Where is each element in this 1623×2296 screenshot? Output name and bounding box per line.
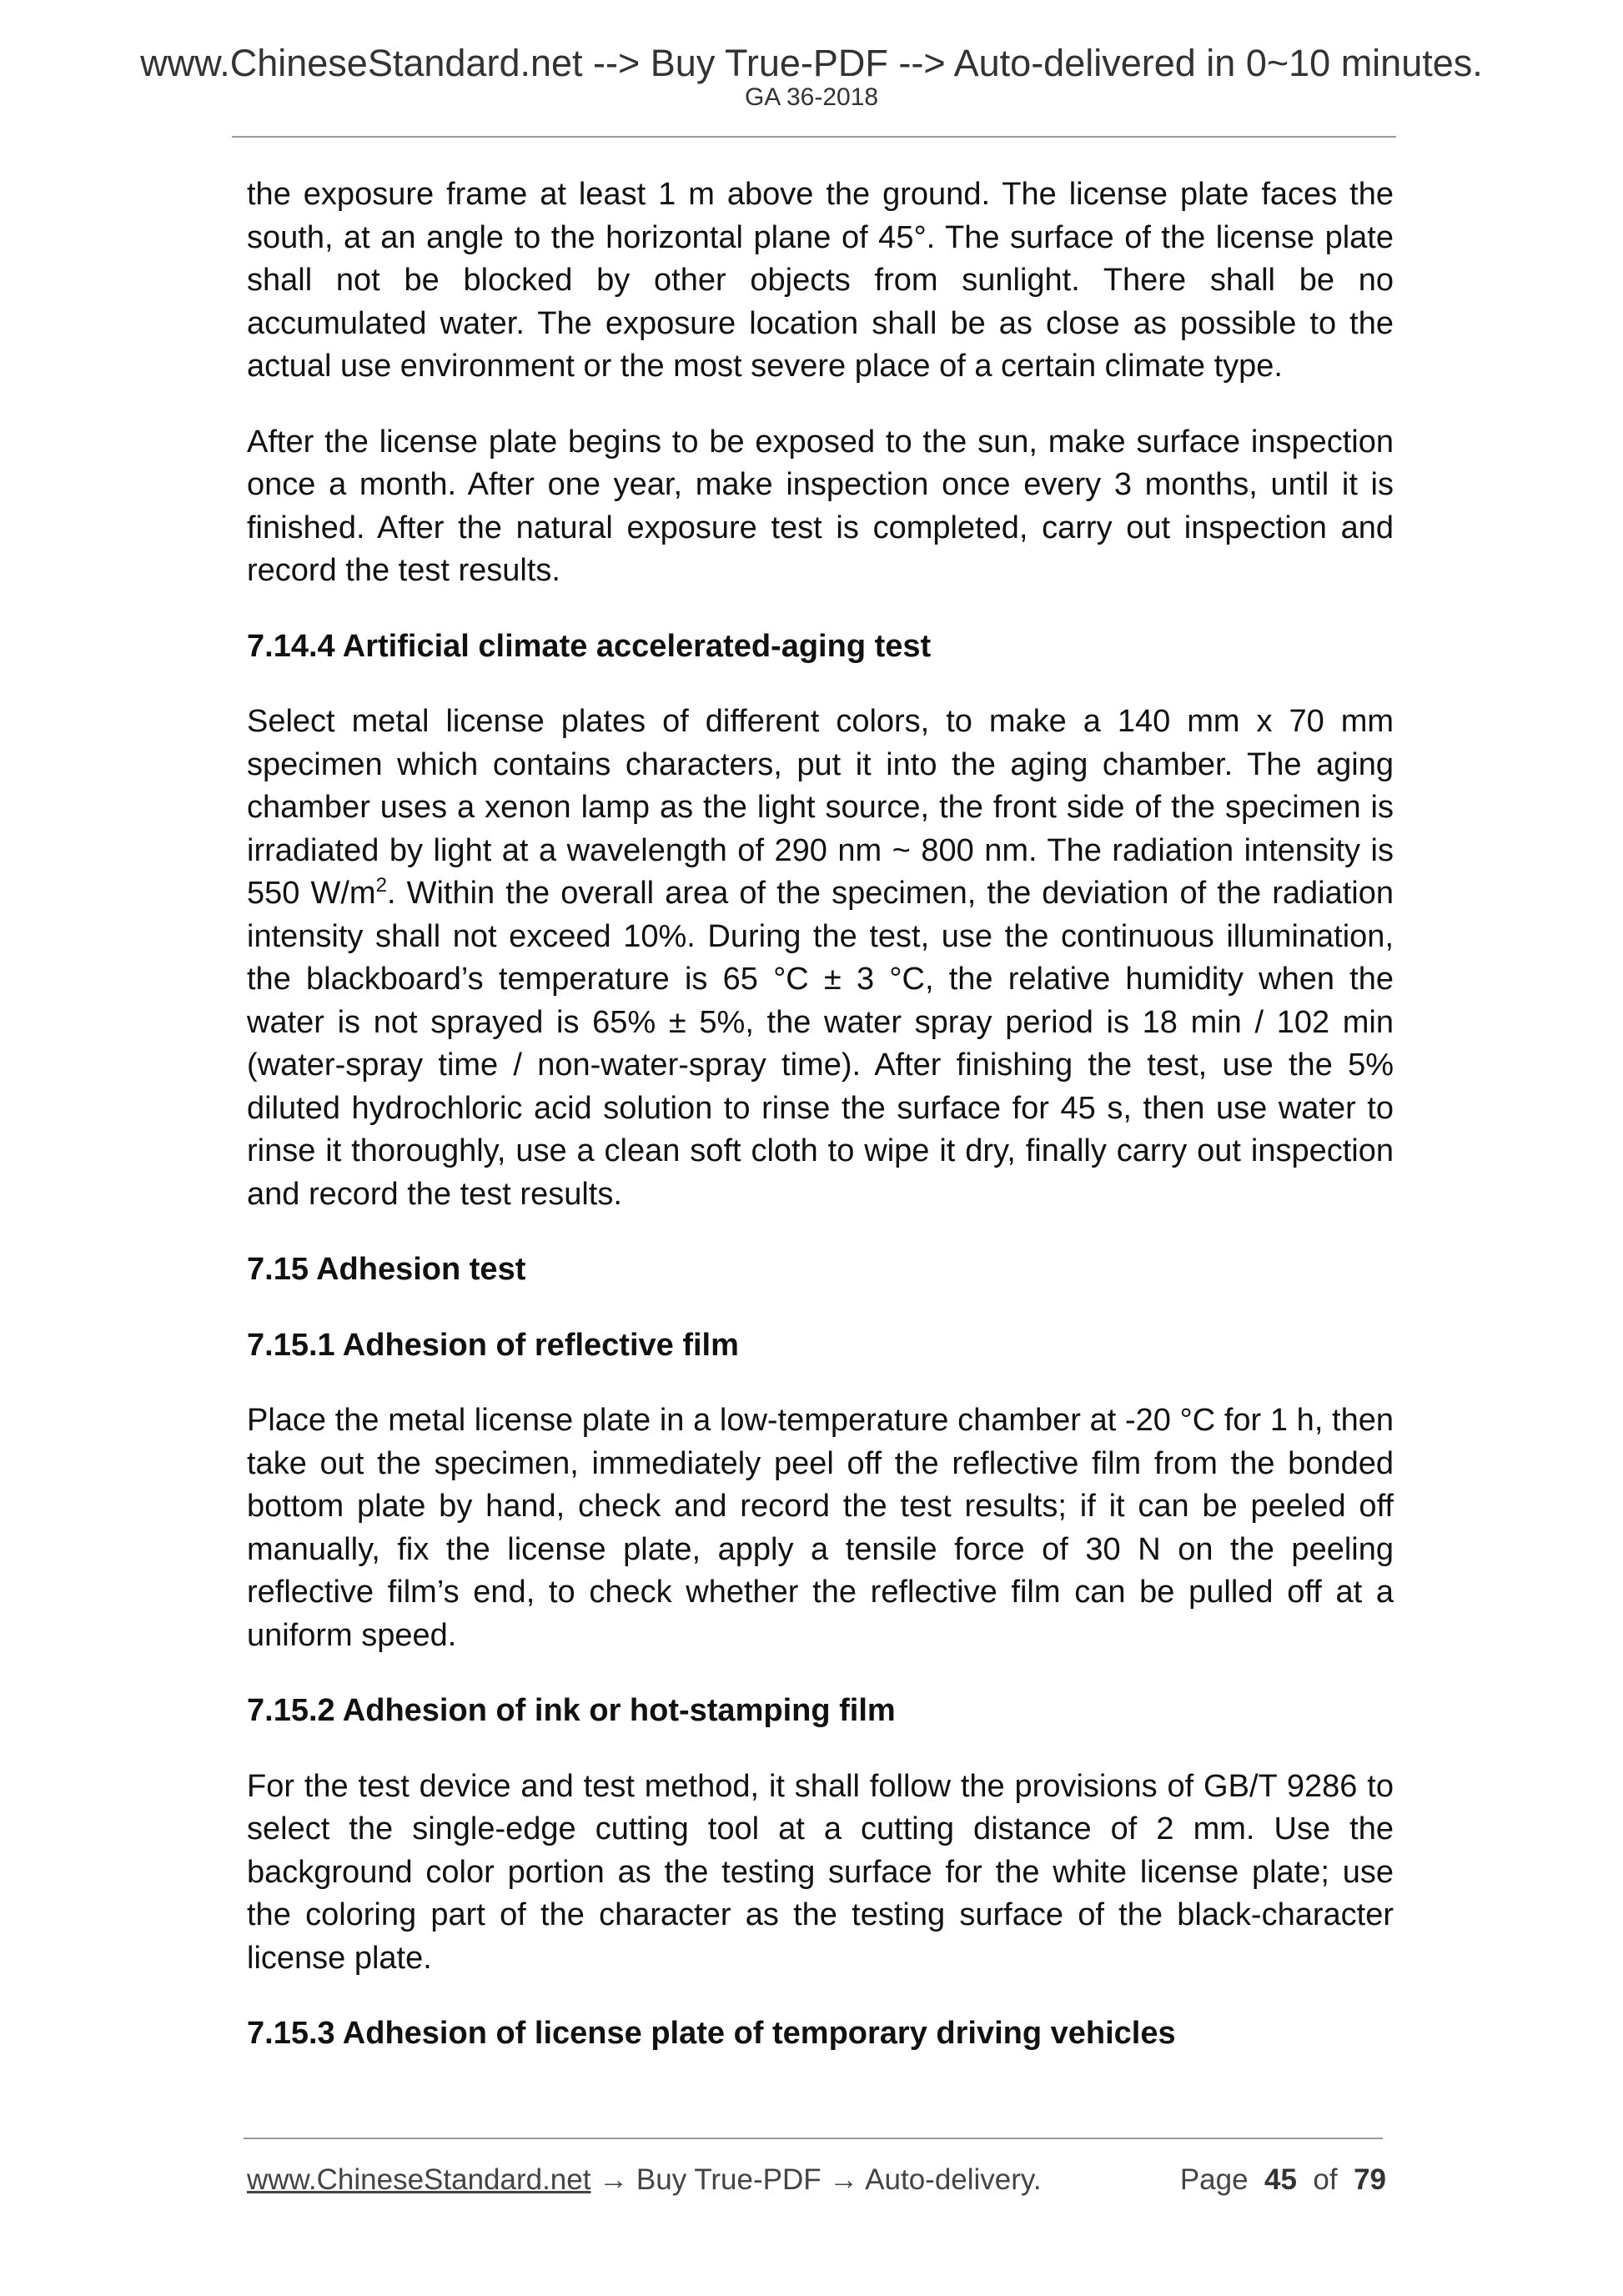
- paragraph-inspection-schedule: After the license plate begins to be exposed to the sun, make surface inspection once a month. After one year, make inspection once every 3 months, until it is finished. After the natural exposure test is completed, carry out inspection and record the test results.: [247, 424, 1394, 588]
- heading-7-15-3: 7.15.3 Adhesion of license plate of temporary driving vehicles: [247, 2016, 1176, 2051]
- footer-site-link[interactable]: www.ChineseStandard.net: [247, 2163, 591, 2196]
- paragraph-aging-test: [247, 701, 1394, 1216]
- document-code: GA 36-2018: [744, 83, 879, 111]
- paragraph-ink-film: For the test device and test method, it shall follow the provisions of GB/T 9286 to select the single-edge cutting tool at a cutting distance of 2 mm. Use the background color portion as the testing surface for the white license plate; use the coloring part of the character as the testing surface of the black-character license plate.: [247, 1768, 1394, 1976]
- page-indicator: [1180, 2160, 1386, 2200]
- paragraph-reflective-film: Place the metal license plate in a low-temperature chamber at -20 °C for 1 h, then take out the specimen, immediately peel off the reflective film from the bonded bottom plate by hand, check and record the test results; if it can be peeled off manually, fix the license plate, apply a tensile force of 30 N on the peeling reflective film’s end, to check whether the reflective film can be pulled off at a uniform speed.: [247, 1403, 1394, 1653]
- heading-7-15: 7.15 Adhesion test: [247, 1252, 526, 1287]
- page-label: Page: [1179, 2163, 1249, 2196]
- footer-buy-text: → Buy True-PDF → Auto-delivery.: [590, 2163, 1042, 2196]
- paragraph-aging-test-part2: . Within the overall area of the specimen, the deviation of the radiation intensity shall not exceed 10%. During the test, use the continuous illumination, the blackboard’s temperature is 65 °C ± 3 °C, the relative humidity when the water is not sprayed is 65% ± 5%, the water spray period is 18 min / 102 min (water-spray time / non-water-spray time). After finishing the test, use the 5% diluted hydrochloric acid solution to rinse the surface for 45 s, then use water to rinse it thoroughly, use a clean soft cloth to wipe it dry, finally carry out inspection and record the test results.: [247, 876, 1394, 1212]
- footer-divider: [244, 2138, 1383, 2139]
- heading-7-15-1: 7.15.1 Adhesion of reflective film: [247, 1327, 739, 1363]
- heading-7-14-4: 7.14.4 Artificial climate accelerated-aging test: [247, 628, 932, 664]
- footer-left: [247, 2160, 1042, 2200]
- page-footer: [247, 2160, 1386, 2202]
- paragraph-aging-test-part1: Select metal license plates of different colors, to make a 140 mm x 70 mm specimen which contains characters, put it into the aging chamber. The aging chamber uses a xenon lamp as the light source, the front side of the specimen is irradiated by light at a wavelength of 290 nm ~ 800 nm. The radiation intensity is 550 W/m: [247, 704, 1394, 911]
- header-divider: [232, 136, 1396, 138]
- site-banner: www.ChineseStandard.net --> Buy True-PDF --> Auto-delivered in 0~10 minutes.: [140, 42, 1483, 84]
- page-content: [247, 173, 1394, 2088]
- of-label: of: [1313, 2163, 1338, 2196]
- total-pages: 79: [1354, 2163, 1386, 2196]
- page-number: 45: [1264, 2163, 1297, 2196]
- heading-7-15-2: 7.15.2 Adhesion of ink or hot-stamping film: [247, 1693, 896, 1728]
- paragraph-exposure-frame: the exposure frame at least 1 m above the ground. The license plate faces the south, at an angle to the horizontal plane of 45°. The surface of the license plate shall not be blocked by other objects from sunlight. There shall be no accumulated water. The exposure location shall be as close as possible to the actual use environment or the most severe place of a certain climate type.: [247, 177, 1394, 384]
- superscript-squared: 2: [375, 874, 387, 897]
